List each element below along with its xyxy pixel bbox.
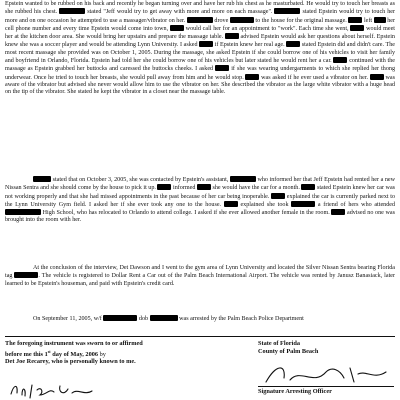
redaction (187, 17, 213, 23)
redaction (271, 193, 285, 199)
redaction (197, 184, 211, 190)
notary-signature-icon (8, 380, 98, 400)
redaction (59, 8, 85, 14)
redaction (5, 209, 41, 215)
redaction (333, 57, 347, 63)
jurisdiction (258, 340, 398, 355)
redaction (33, 176, 51, 182)
signature-line (258, 386, 394, 387)
sworn-line-1: The foregoing instrument was sworn to or affirmed (5, 340, 143, 347)
sworn-statement (5, 340, 255, 366)
redaction (374, 17, 386, 23)
redaction (245, 74, 259, 80)
redaction (274, 8, 300, 14)
redaction (350, 25, 364, 31)
redaction (157, 184, 171, 190)
redaction (150, 315, 178, 321)
redaction (301, 184, 315, 190)
redaction (230, 17, 254, 23)
redaction (230, 176, 256, 182)
redaction (14, 272, 38, 278)
redaction (215, 65, 229, 71)
redaction (103, 315, 137, 321)
officer-label: Signature Arresting Officer (258, 388, 332, 395)
paragraph-1: Epstein wanted to be rubbed on his back and recently he began turning over and have her rub his chest as he masturbated. He would try to touch her breasts as she rubbed his chest. stated "Jeff would try to get away with more and more on each massage". stated Epstein would try to touch her more and on one occasion he attempted to use a massager/vibrator on her. drove to the house for the original massage. left her cell phone number and every time Epstein would come into town, would call her for an appointment to "work". Each time she went, would meet her at the kitchen door area. She would bring her upstairs and prepare the massage table. advised Epstein would ask her questions about herself. Epstein knew she was a soccer player and would be attending Lynn University. I asked if Epstein knew her real age. stated Epstein did and didn't care. The most recent massage she provided was on October 1, 2005. During the massage, she asked Epstein if she could borrow one of his vehicles to visit her family and boyfriend in Orlando, Florida. Epstein had told her she could borrow one of his vehicles but later stated he would rent her a car. continued with the massage as Epstein grabbed her buttocks and caressed the buttocks cheeks. I asked if she was wearing undergarments to which she replied her thong underwear. Once he tried to touch her breasts, she would pull away from him and he would stop. was asked if he ever used a vibrator on her. was aware of the vibrator but advised she never would allow him to use the vibrator on her. She described the vibrator as the large white vibrator with a huge head on the tip of the vibrator. She stated he kept the vibrator in a closet near the massage table. (5, 1, 395, 96)
sworn-line-2: before me this 1st day of May, 2006 by (5, 348, 106, 358)
paragraph-2: stated that on October 3, 2005, she was contacted by Epstein's assistant, who informed her that Jeff Epstein had rented her a new Nissan Sentra and she should come by the house to pick it up. informed she would have the car for a month. stated Epstein knew her car was not working properly and that she had missed appointments in the past because of her car being inoperable. explained the car is currently parked next to the Lynn University Gym field. I asked her if she ever took any one to the house. explained she took a friend of hers who attended High School, who has relocated to Orlando to attend college. I asked if she ever allowed another female in the room. advised no one was brought into the room with her. (5, 177, 396, 224)
redaction (286, 41, 300, 47)
redaction (199, 41, 213, 47)
officer-signature-icon (262, 360, 392, 388)
paragraph-3: At the conclusion of the interview, Det Dawson and I went to the gym area of Lynn University and located the Silver Nissan Sentra bearing Florida tag . The vehicle is registered to Dollar Rent a Car out of the Palm Beach International Airport. The vehicle was rented by Janusz Banasiack, later learned to be Epstein's houseman, and paid with Epstein's credit card. (5, 265, 395, 287)
county-label: County of Palm Beach (258, 347, 319, 355)
redaction (370, 74, 384, 80)
redaction (170, 25, 184, 31)
paragraph-4: On September 11, 2005, w/f dob was arrested by the Palm Beach Police Department (33, 316, 304, 322)
sworn-line-3: Det Joe Recarey, who is personally known to me. (5, 358, 136, 366)
state-label: State of Florida (258, 340, 300, 347)
redaction (331, 209, 345, 215)
redaction (225, 33, 239, 39)
redaction (224, 201, 238, 207)
redaction (348, 17, 362, 23)
redaction (291, 201, 315, 207)
divider (5, 336, 395, 337)
